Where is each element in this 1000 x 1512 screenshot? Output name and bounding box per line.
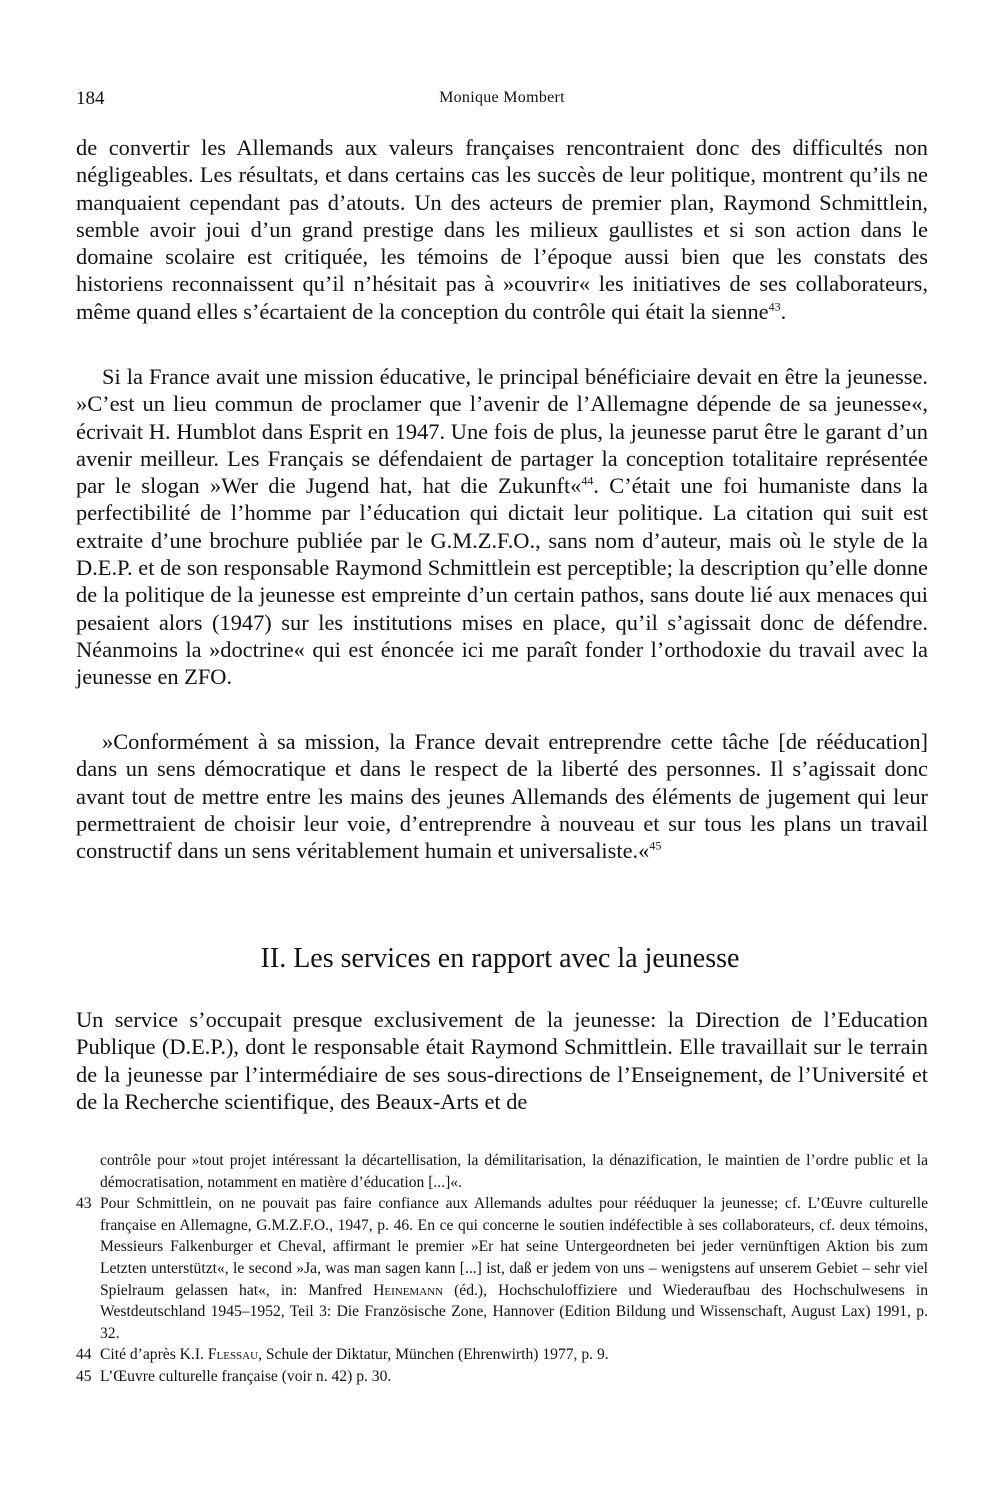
footnote-ref-44[interactable]: 44 — [581, 473, 594, 488]
page-number: 184 — [76, 88, 105, 109]
footnote-43-number: 43 — [76, 1195, 92, 1213]
footnote-ref-43[interactable]: 43 — [768, 299, 781, 314]
running-head: Monique Mombert — [439, 89, 565, 106]
footnote-44-text-a: Cité d’après K.I. — [100, 1346, 208, 1364]
paragraph-4-text: Un service s’occupait presque exclusivement de la jeunesse: la Direction de l’Education Publique (D.E.P.), dont le responsable était Raymond Schmittlein. Elle travaillait sur le terrain de la jeunesse par l’intermédiaire de ses sous-directions de l’Enseignement, de l’Université et de la Recherche scientifique, des Beaux-Arts et de — [76, 1007, 928, 1114]
footnote-44-number: 44 — [76, 1346, 92, 1364]
footnote-44 — [76, 1344, 928, 1366]
footnote-45 — [76, 1366, 928, 1388]
section-heading: II. Les services en rapport avec la jeunesse — [260, 943, 740, 974]
footnote-43-text-a: Pour Schmittlein, on ne pouvait pas faire confiance aux Allemands adultes pour rééduquer la jeunesse; cf. L’Œuvre culturelle française en Allemagne, G.M.Z.F.O., 1947, p. 46. En ce qui concerne le soutien indéfectible à ses collaborateurs, cf. deux témoins, Messieurs Falkenburger et Cheval, affirmant le premier »Er hat seine Untergeordneten bei jeder vernünftigen Aktion bis zum Letzten unterstützt«, le second »Ja, was man sagen kann [...] ist, daß er jedem von uns – wenigstens auf unserem Gebiet – sehr viel Spielraum gelassen hat«, in: Manfred — [100, 1195, 928, 1299]
footnote-43-author: Heinemann — [373, 1281, 444, 1299]
paragraph-2 — [76, 363, 928, 691]
footnote-43 — [76, 1193, 928, 1344]
page-header — [76, 88, 928, 116]
footnote-43-text-b: (éd.), Hochschuloffiziere und Wiederaufbau des Hochschulwesens in Westdeutschland 1945–1952, Teil 3: Die Französische Zone, Hannover (Edition Bildung und Wissenschaft, August Lax) 1991, p. 32. — [100, 1281, 929, 1342]
footnote-45-number: 45 — [76, 1367, 92, 1385]
quotation-text: »Conformément à sa mission, la France devait entreprendre cette tâche [de rééducation] dans un sens démocratique et dans le respect de la liberté des personnes. Il s’agissait donc avant tout de mettre entre les mains des jeunes Allemands des éléments de jugement qui leur permettraient de choisir leur voie, d’entreprendre à nouveau et sur tous les plans un travail constructif dans un sens véritablement humain et universaliste.« — [76, 729, 928, 864]
footnote-continuation: contrôle pour »tout projet intéressant la décartellisation, la démilitarisation, la dénazification, le maintien de l’ordre public et la démocratisation, notamment en matière d’éducation [...]«. — [100, 1152, 928, 1191]
paragraph-1 — [76, 134, 928, 325]
footnote-ref-45[interactable]: 45 — [649, 838, 662, 853]
footnote-45-text: L’Œuvre culturelle française (voir n. 42) p. 30. — [100, 1367, 392, 1385]
footnotes — [76, 1150, 928, 1388]
paragraph-1-text: de convertir les Allemands aux valeurs françaises rencontraient donc des difficultés non négligeables. Les résultats, et dans certains cas les succès de leur politique, montrent qu’ils ne manquaient cependant pas d’atouts. Un des acteurs de premier plan, Raymond Schmittlein, semble avoir joui d’un grand prestige dans les milieux gaullistes et si son action dans le domaine scolaire est critiquée, les témoins de l’époque aussi bien que les constats des historiens reconnaissent qu’il n’hésitait pas à »couvrir« les initiatives de ses collaborateurs, même quand elles s’écartaient de la conception du contrôle qui était la sienne — [76, 135, 928, 324]
footnote-44-text-b: , Schule der Diktatur, München (Ehrenwirth) 1977, p. 9. — [258, 1346, 609, 1364]
paragraph-4 — [76, 1006, 928, 1115]
footnote-44-author: Flessau — [207, 1346, 259, 1364]
paragraph-2-text-a: Si la France avait une mission éducative, le principal bénéficiaire devait en être la jeunesse. »C’est un lieu commun de proclamer que l’avenir de l’Allemagne dépende de sa jeunesse«, écrivait H. Humblot dans Esprit en 1947. Une fois de plus, la jeunesse parut être le garant d’un avenir meilleur. Les Français se défendaient de partager la conception totalitaire représentée par le slogan »Wer die Jugend hat, hat die Zukunft« — [76, 364, 928, 499]
paragraph-2-text-b: . C’était une foi humaniste dans la perfectibilité de l’homme par l’éducation qui dictait leur politique. La citation qui suit est extraite d’une brochure publiée par le G.M.Z.F.O., sans nom d’auteur, mais où le style de la D.E.P. et de son responsable Raymond Schmittlein est perceptible; la description qu’elle donne de la politique de la jeunesse est empreinte d’un certain pathos, sans doute lié aux menaces qui pesaient alors (1947) sur les institutions mises en place, qu’il s’agissait donc de défendre. Néanmoins la »doctrine« qui est énoncée ici me paraît fonder l’orthodoxie du travail avec la jeunesse en ZFO. — [76, 473, 928, 690]
paragraph-1-end: . — [780, 298, 787, 324]
quotation-paragraph — [76, 728, 928, 864]
